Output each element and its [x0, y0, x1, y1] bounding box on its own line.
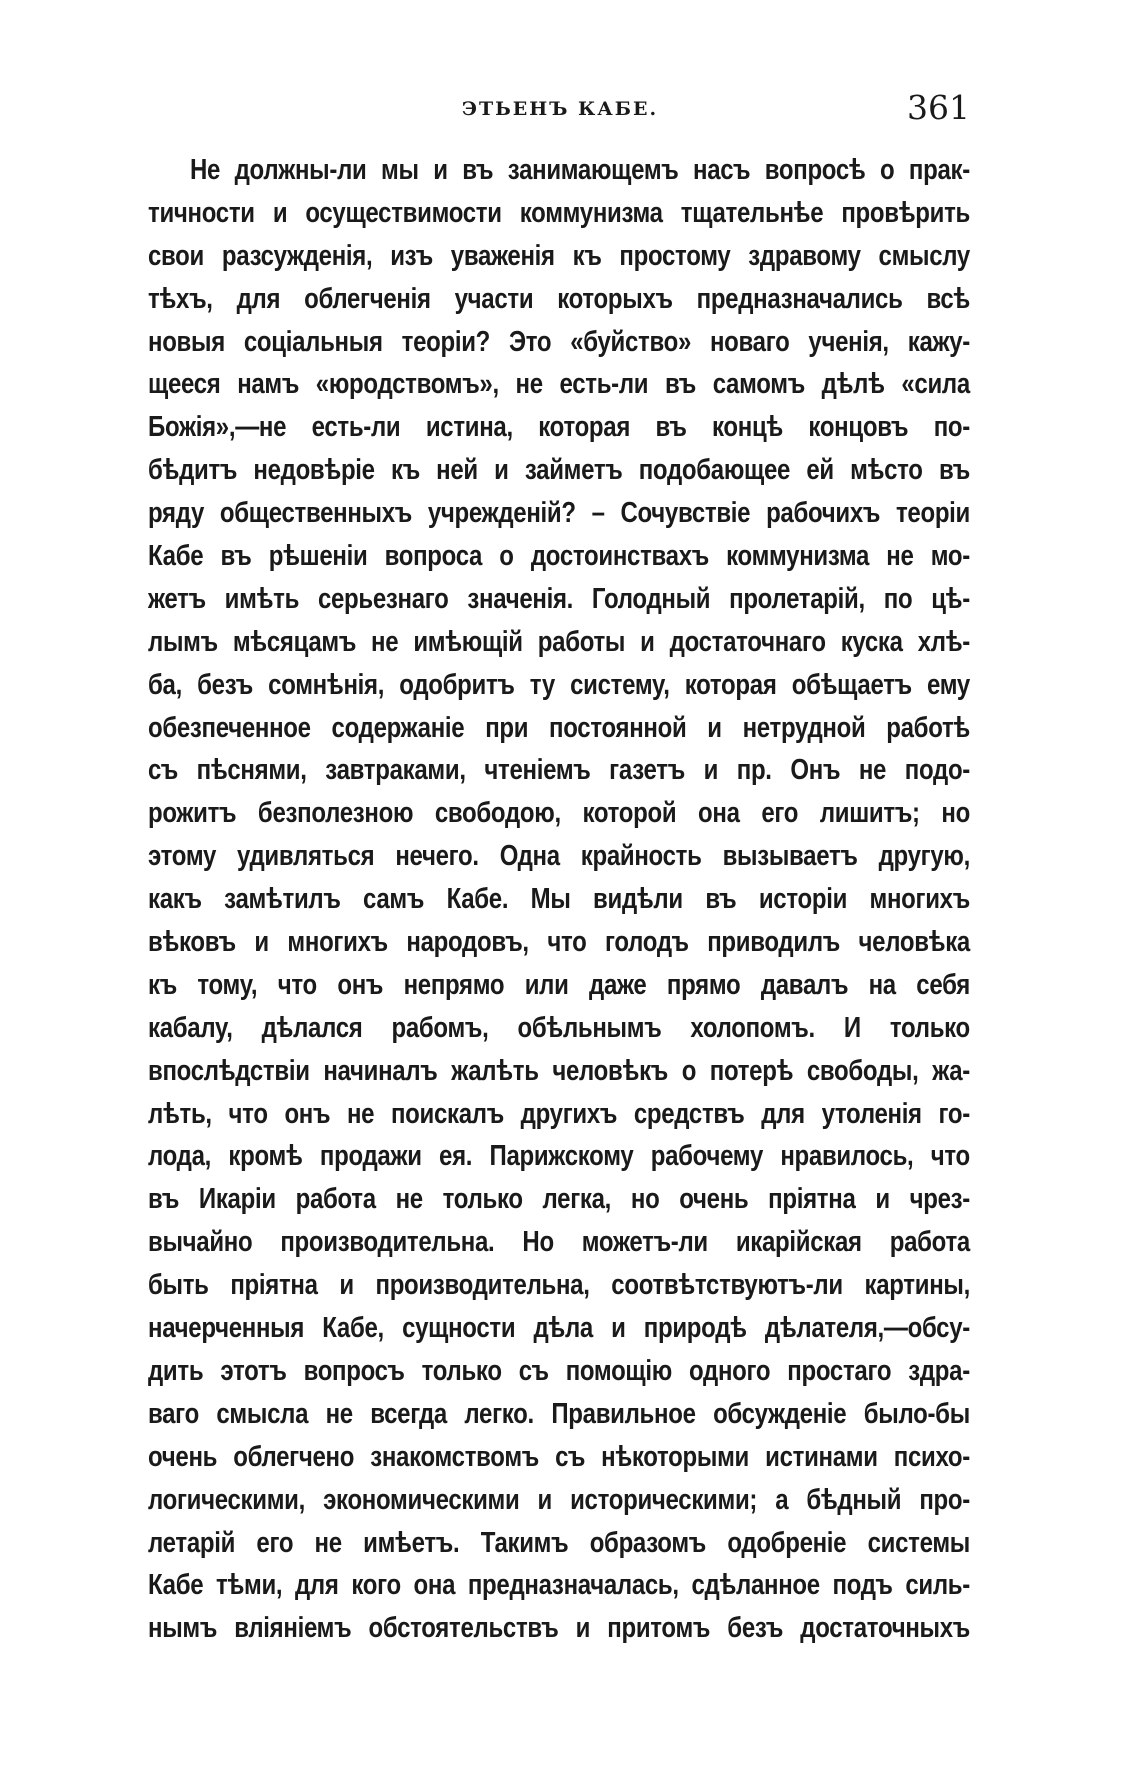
word: поискалъ: [390, 1097, 504, 1130]
word: лода,: [148, 1140, 212, 1173]
word: Божія»,—не: [148, 411, 287, 444]
word: рабочихъ: [766, 497, 881, 530]
word: всѣ: [926, 282, 970, 316]
word: концовъ: [808, 411, 909, 444]
word: въ: [655, 411, 687, 444]
word: сущности: [402, 1312, 516, 1345]
word: Но: [522, 1226, 554, 1259]
word: тѣми,: [215, 1569, 283, 1602]
word: лымъ: [148, 625, 218, 659]
word: истинами: [765, 1440, 878, 1474]
word: соціальныя: [243, 325, 383, 358]
word: можетъ-ли: [581, 1226, 708, 1259]
word: начиналъ: [323, 1054, 438, 1088]
word: и: [254, 926, 269, 959]
word: Такимъ: [480, 1526, 569, 1559]
word: достаточнаго: [669, 625, 826, 659]
word: въ: [462, 154, 494, 187]
word: для: [295, 1569, 339, 1602]
word: одного: [688, 1354, 771, 1388]
word: и: [703, 754, 719, 787]
word: съ: [148, 754, 178, 787]
word: въ: [938, 454, 970, 487]
word: смыслу: [878, 239, 970, 273]
word: пр.: [736, 754, 772, 787]
word: другихъ: [520, 1097, 618, 1130]
word: рабочему: [650, 1140, 763, 1173]
running-head: [150, 88, 970, 132]
word: ей: [806, 454, 834, 487]
word: ту: [529, 668, 555, 702]
word: себя: [916, 968, 970, 1002]
word: чтеніемъ: [484, 754, 591, 787]
word: для: [236, 282, 281, 316]
word: природѣ: [643, 1312, 747, 1345]
word: притомъ: [607, 1612, 711, 1645]
word: безполезною: [257, 797, 414, 830]
word: ея.: [439, 1140, 473, 1173]
word: завтраками,: [325, 754, 466, 787]
word: образомъ: [589, 1526, 706, 1559]
word: и: [272, 196, 288, 230]
word: непрямо: [403, 968, 505, 1002]
word: Онъ: [790, 754, 841, 787]
word: обстоятельствъ: [368, 1612, 559, 1645]
word: исторіи: [758, 883, 848, 916]
word: было-бы: [863, 1397, 970, 1431]
word: нетрудной: [742, 711, 866, 744]
word: и: [611, 1312, 626, 1345]
word: Голодный: [591, 582, 711, 616]
word: коммунизма: [519, 196, 663, 230]
word: намъ: [237, 368, 300, 401]
word: онъ: [284, 1097, 331, 1130]
word: Правильное: [551, 1397, 696, 1431]
word: го-: [938, 1097, 970, 1130]
word: логическими,: [148, 1483, 305, 1517]
word: ученія,: [808, 325, 889, 358]
word: къ: [572, 239, 602, 273]
word: пролетарій,: [729, 582, 865, 616]
word: о: [681, 1054, 697, 1088]
word: учрежденій?: [427, 497, 576, 530]
word: которыхъ: [557, 282, 673, 316]
word: и: [875, 1183, 890, 1216]
word: значенія.: [467, 582, 574, 616]
word: летарій: [148, 1526, 236, 1559]
word: его: [761, 797, 799, 830]
word: новыя: [148, 325, 225, 358]
word: насъ: [693, 154, 751, 187]
word: вѣковъ: [148, 926, 236, 959]
word: самъ: [363, 883, 425, 916]
word: обѣльнымъ: [517, 1011, 662, 1045]
word: Кабе,: [322, 1312, 384, 1345]
running-title: ЭТЬЕНЪ КАБЕ.: [461, 98, 659, 120]
word: щееся: [148, 368, 221, 401]
word: достоинствахъ: [530, 540, 709, 573]
word: мы: [381, 154, 419, 187]
word: только: [889, 1011, 970, 1045]
word: Кабе: [148, 540, 204, 573]
word: сдѣланное: [691, 1569, 820, 1602]
word: изъ: [390, 239, 433, 273]
word: дѣлателя,—обсу-: [764, 1312, 970, 1345]
word: кого: [351, 1569, 401, 1602]
word: ба,: [148, 668, 182, 702]
word: она: [698, 797, 740, 830]
word: Кабе: [148, 1569, 204, 1602]
word: соотвѣтствуютъ-ли: [611, 1269, 843, 1302]
word: жетъ: [148, 582, 206, 616]
word: хлѣ-: [917, 625, 970, 659]
word: помощію: [565, 1354, 672, 1388]
word: продажи: [319, 1140, 422, 1173]
word: кажу-: [907, 325, 970, 358]
word: по: [883, 582, 913, 616]
word: не: [395, 1183, 423, 1216]
word: содержаніе: [331, 711, 465, 744]
word: про-: [919, 1483, 970, 1517]
word: участи: [454, 282, 534, 316]
word: есть-ли: [311, 411, 401, 444]
word: вычайно: [148, 1226, 253, 1259]
word: куска: [840, 625, 903, 659]
word: утоленія: [821, 1097, 922, 1130]
word: предназначались: [696, 282, 903, 316]
word: силь-: [905, 1569, 970, 1602]
body-text: [148, 154, 970, 1655]
word: бѣдитъ: [148, 454, 238, 487]
word: которой: [582, 797, 677, 830]
word: есть-ли: [559, 368, 649, 401]
word: «буйство»: [570, 325, 692, 358]
word: пріятна: [230, 1269, 318, 1302]
word: осуществимости: [305, 196, 502, 230]
word: тому,: [197, 968, 258, 1002]
word: рожитъ: [148, 797, 237, 830]
word: самомъ: [712, 368, 805, 401]
word: тѣхъ,: [148, 282, 213, 316]
word: работа: [889, 1226, 970, 1259]
word: прямо: [666, 968, 741, 1002]
word: обѣщаетъ: [791, 668, 912, 702]
word: занимающемъ: [507, 154, 679, 187]
word: которая: [684, 668, 777, 702]
text-line: [148, 1612, 970, 1663]
word: займетъ: [524, 454, 623, 487]
word: газетъ: [609, 754, 685, 787]
word: лишитъ;: [819, 797, 920, 830]
word: провѣрить: [841, 196, 970, 230]
word: и: [575, 1612, 591, 1645]
word: системы: [867, 1526, 970, 1559]
word: знакомствомъ: [370, 1440, 539, 1474]
word: легка,: [542, 1183, 612, 1216]
word: психо-: [893, 1440, 970, 1474]
word: рѣшеніи: [268, 540, 368, 573]
word: здра-: [908, 1354, 970, 1388]
word: крайность: [580, 840, 702, 873]
word: а: [775, 1483, 789, 1517]
word: нравилось,: [780, 1140, 914, 1173]
word: простаго: [787, 1354, 892, 1388]
word: въ: [148, 1183, 180, 1216]
word: легко.: [464, 1397, 534, 1431]
word: къ: [148, 968, 177, 1002]
word: не: [325, 1397, 353, 1431]
word: картины,: [864, 1269, 970, 1302]
word: тщательнѣе: [680, 196, 824, 230]
word: давалъ: [760, 968, 849, 1002]
word: экономическими: [323, 1483, 520, 1517]
word: имѣть: [224, 582, 300, 616]
word: вліяніемъ: [234, 1612, 352, 1645]
word: Мы: [530, 883, 571, 916]
word: или: [524, 968, 569, 1002]
word: Не: [190, 154, 221, 187]
word: предназначалась,: [467, 1569, 679, 1602]
word: «сила: [901, 368, 970, 401]
word: быть: [148, 1269, 209, 1302]
word: народовъ,: [406, 926, 529, 959]
word: не: [515, 368, 543, 401]
word: ему: [927, 668, 970, 702]
word: нымъ: [148, 1612, 218, 1645]
word: при: [485, 711, 529, 744]
word: работѣ: [886, 711, 970, 744]
word: рабомъ,: [391, 1011, 489, 1045]
word: ваго: [148, 1397, 199, 1431]
word: съ: [518, 1354, 549, 1388]
word: Икаріи: [198, 1183, 276, 1216]
word: постоянной: [549, 711, 687, 744]
word: замѣтилъ: [224, 883, 341, 916]
word: жа-: [932, 1054, 970, 1088]
word: и: [433, 154, 448, 187]
word: лѣть,: [148, 1097, 212, 1130]
word: всегда: [370, 1397, 447, 1431]
word: разсужденія,: [221, 239, 373, 273]
word: Сочувствіе: [620, 497, 751, 530]
word: серьезнаго: [317, 582, 449, 616]
word: вопросъ: [303, 1354, 405, 1388]
word: и: [494, 454, 509, 487]
word: о: [880, 154, 895, 187]
word: «юродствомъ»,: [315, 368, 499, 401]
word: съ: [555, 1440, 586, 1474]
word: мѣсто: [850, 454, 923, 487]
word: обезпеченное: [148, 711, 311, 744]
word: цѣ-: [931, 582, 970, 616]
word: средствъ: [633, 1097, 745, 1130]
word: человѣкъ: [552, 1054, 668, 1088]
word: нечего.: [395, 840, 479, 873]
word: облегчено: [233, 1440, 355, 1474]
word: къ: [390, 454, 420, 487]
word: И: [843, 1011, 861, 1045]
word: уваженія: [450, 239, 555, 273]
word: безъ: [727, 1612, 784, 1645]
word: истина,: [425, 411, 513, 444]
word: и: [640, 625, 655, 659]
word: простому: [619, 239, 731, 273]
word: коммунизма: [726, 540, 870, 573]
word: должны-ли: [234, 154, 367, 187]
word: которая: [538, 411, 631, 444]
word: какъ: [148, 883, 202, 916]
word: пріятна: [768, 1183, 856, 1216]
word: и: [537, 1483, 552, 1517]
word: сомнѣнія,: [268, 668, 385, 702]
word: впослѣдствіи: [148, 1054, 310, 1088]
word: другую,: [878, 840, 970, 873]
word: мо-: [930, 540, 970, 573]
page-number: 361: [907, 88, 970, 127]
word: теоріи?: [401, 325, 491, 358]
word: подо-: [904, 754, 970, 787]
word: дѣлался: [261, 1011, 363, 1045]
word: только: [421, 1354, 502, 1388]
word: новаго: [709, 325, 790, 358]
word: для: [761, 1097, 805, 1130]
word: дѣлѣ: [821, 368, 885, 401]
word: этотъ: [220, 1354, 287, 1388]
word: ряду: [148, 497, 205, 530]
word: кабалу,: [148, 1011, 233, 1045]
word: по-: [933, 411, 970, 444]
word: очень: [679, 1183, 749, 1216]
word: производительна.: [280, 1226, 495, 1259]
word: даже: [589, 968, 647, 1002]
word: вопросѣ: [764, 154, 866, 187]
word: мѣсяцамъ: [232, 625, 357, 659]
word: подъ: [832, 1569, 893, 1602]
word: недовѣріе: [253, 454, 375, 487]
word: облегченія: [304, 282, 431, 316]
word: удивляться: [237, 840, 375, 873]
word: не: [371, 625, 399, 659]
word: многихъ: [287, 926, 388, 959]
word: Это: [508, 325, 552, 358]
word: чрез-: [909, 1183, 970, 1216]
word: онъ: [337, 968, 384, 1002]
word: ней: [436, 454, 478, 487]
word: свободою,: [434, 797, 561, 830]
word: и: [339, 1269, 354, 1302]
word: не: [314, 1526, 342, 1559]
word: что: [930, 1140, 970, 1173]
word: дить: [148, 1354, 204, 1388]
word: она: [413, 1569, 456, 1602]
word: свободы,: [806, 1054, 919, 1088]
word: не: [858, 754, 887, 787]
word: бѣдный: [806, 1483, 902, 1517]
word: что: [228, 1097, 268, 1130]
word: историческими;: [570, 1483, 758, 1517]
word: не: [346, 1097, 375, 1130]
word: работы: [537, 625, 626, 659]
word: не: [886, 540, 914, 573]
word: имѣетъ.: [363, 1526, 460, 1559]
word: свои: [148, 239, 204, 273]
word: достаточныхъ: [800, 1612, 970, 1645]
word: –: [591, 497, 605, 530]
word: видѣли: [593, 883, 683, 916]
word: кромѣ: [228, 1140, 303, 1173]
word: смысла: [216, 1397, 309, 1431]
word: на: [868, 968, 896, 1002]
word: только: [442, 1183, 523, 1216]
word: холопомъ.: [690, 1011, 815, 1045]
word: дѣла: [533, 1312, 593, 1345]
word: но: [941, 797, 970, 830]
word: въ: [664, 368, 697, 401]
word: человѣка: [858, 926, 970, 959]
word: прак-: [908, 154, 970, 187]
word: имѣющій: [413, 625, 523, 659]
word: систему,: [570, 668, 670, 702]
word: вопроса: [384, 540, 483, 573]
word: многихъ: [869, 883, 970, 916]
word: подобающее: [638, 454, 791, 487]
word: безъ: [197, 668, 253, 702]
word: Парижскому: [489, 1140, 634, 1173]
word: его: [256, 1526, 294, 1559]
word: пѣснями,: [196, 754, 307, 787]
word: приводилъ: [707, 926, 840, 959]
word: въ: [705, 883, 737, 916]
word: общественныхъ: [219, 497, 412, 530]
word: обсужденіе: [713, 1397, 847, 1431]
word: жалѣть: [451, 1054, 539, 1088]
word: вызываетъ: [722, 840, 858, 873]
word: концѣ: [712, 411, 783, 444]
word: здравому: [748, 239, 861, 273]
word: производительна,: [375, 1269, 590, 1302]
word: что: [277, 968, 317, 1002]
word: икарійская: [735, 1226, 862, 1259]
word: тичности: [148, 196, 255, 230]
word: одобритъ: [399, 668, 515, 702]
word: Кабе.: [446, 883, 509, 916]
word: одобреніе: [727, 1526, 847, 1559]
word: потерѣ: [709, 1054, 794, 1088]
word: Одна: [499, 840, 560, 873]
word: нѣкоторыми: [601, 1440, 750, 1474]
word: этому: [148, 840, 217, 873]
word: начерченныя: [148, 1312, 305, 1345]
word: голодъ: [605, 926, 689, 959]
word: о: [499, 540, 514, 573]
word: въ: [220, 540, 252, 573]
word: теоріи: [895, 497, 970, 530]
word: работа: [295, 1183, 376, 1216]
word: что: [547, 926, 587, 959]
word: очень: [148, 1440, 218, 1474]
word: и: [707, 711, 722, 744]
word: но: [630, 1183, 660, 1216]
